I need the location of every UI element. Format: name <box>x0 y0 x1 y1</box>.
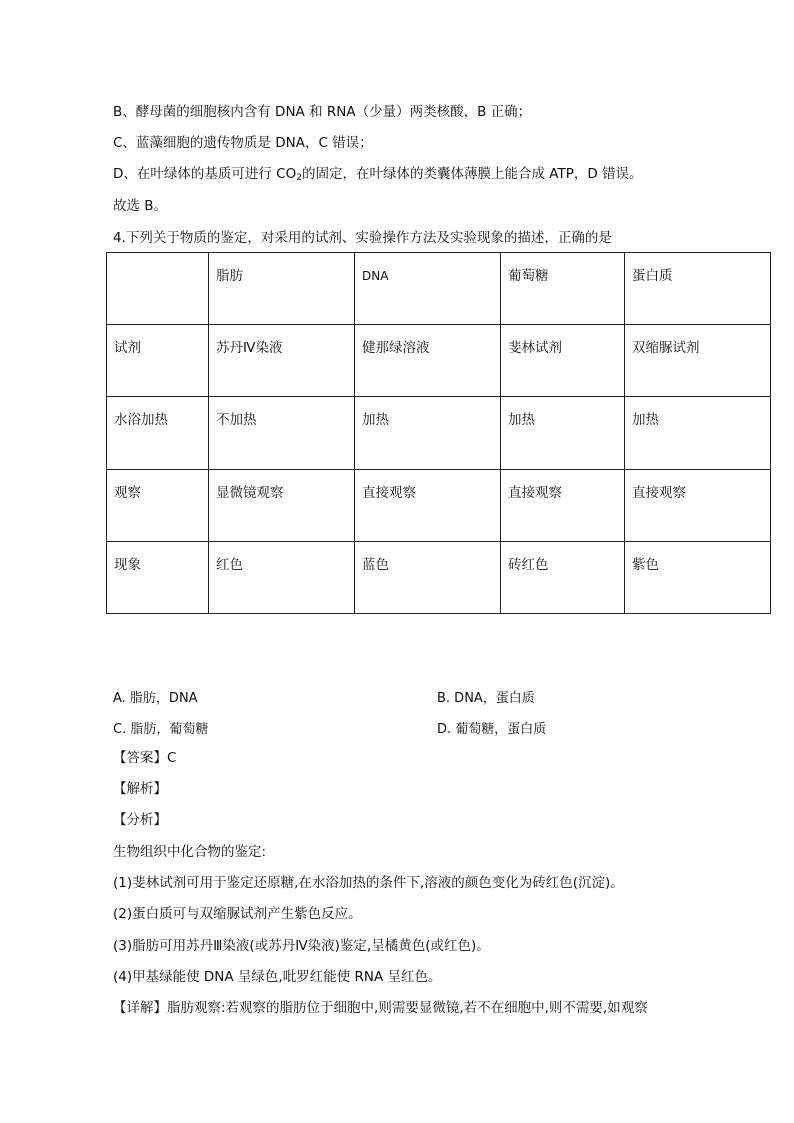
fenxi-heading: 【分析】 <box>113 812 167 828</box>
table-row <box>107 397 771 469</box>
answer-line-d <box>113 165 643 187</box>
answer-line-d-post: 的固定，在叶绿体的类囊体薄膜上能合成 ATP，D 错误。 <box>301 166 643 182</box>
detail-line: 【详解】脂肪观察:若观察的脂肪位于细胞中,则需要显微镜,若不在细胞中,则不需要,如观察 <box>113 1000 648 1016</box>
conclusion-line: 故选 B。 <box>113 198 168 214</box>
table-cell: 直接观察 <box>501 469 625 541</box>
identification-table <box>106 252 771 614</box>
table-cell <box>107 253 209 325</box>
question-stem: 4.下列关于物质的鉴定，对采用的试剂、实验操作方法及实验现象的描述，正确的是 <box>113 230 612 246</box>
table-row <box>107 469 771 541</box>
answer-line-d-pre: D、在叶绿体的基质可进行 CO <box>113 166 297 182</box>
table-cell: 直接观察 <box>625 469 771 541</box>
table-cell: 观察 <box>107 469 209 541</box>
table-cell: 蓝色 <box>355 541 501 613</box>
table-cell: 双缩脲试剂 <box>625 325 771 397</box>
table-cell: 蛋白质 <box>625 253 771 325</box>
table-cell: 不加热 <box>209 397 355 469</box>
table-cell: 显微镜观察 <box>209 469 355 541</box>
table-cell: 水浴加热 <box>107 397 209 469</box>
table-cell: 加热 <box>501 397 625 469</box>
table-cell: 砖红色 <box>501 541 625 613</box>
co2-subscript: 2 <box>296 173 302 183</box>
table-cell: 紫色 <box>625 541 771 613</box>
analysis-heading: 【解析】 <box>113 781 167 797</box>
table-cell: 苏丹Ⅳ染液 <box>209 325 355 397</box>
table-cell: 直接观察 <box>355 469 501 541</box>
table-header-row <box>107 253 771 325</box>
table-cell: 现象 <box>107 541 209 613</box>
option-b: B. DNA，蛋白质 <box>437 691 535 706</box>
analysis-point-3: (3)脂肪可用苏丹Ⅲ染液(或苏丹Ⅳ染液)鉴定,呈橘黄色(或红色)。 <box>113 938 490 954</box>
option-c: C. 脂肪，葡萄糖 <box>113 722 209 737</box>
analysis-intro: 生物组织中化合物的鉴定: <box>113 844 267 860</box>
table-cell: 红色 <box>209 541 355 613</box>
analysis-point-1: (1)斐林试剂可用于鉴定还原糖,在水浴加热的条件下,溶液的颜色变化为砖红色(沉淀)。 <box>113 875 624 891</box>
table-cell: 试剂 <box>107 325 209 397</box>
table-cell: DNA <box>355 253 501 325</box>
answer-label: 【答案】C <box>113 750 177 766</box>
answer-line-b: B、酵母菌的细胞核内含有 DNA 和 RNA（少量）两类核酸，B 正确； <box>113 104 532 120</box>
table-cell: 加热 <box>355 397 501 469</box>
table-cell: 葡萄糖 <box>501 253 625 325</box>
answer-line-c: C、蓝藻细胞的遗传物质是 DNA，C 错误； <box>113 135 373 151</box>
option-a: A. 脂肪，DNA <box>113 691 198 706</box>
analysis-point-2: (2)蛋白质可与双缩脲试剂产生紫色反应。 <box>113 906 362 922</box>
table-row <box>107 325 771 397</box>
analysis-point-4: (4)甲基绿能使 DNA 呈绿色,吡罗红能使 RNA 呈红色。 <box>113 969 442 985</box>
table-cell: 斐林试剂 <box>501 325 625 397</box>
option-d: D. 葡萄糖，蛋白质 <box>437 722 547 737</box>
table-cell: 脂肪 <box>209 253 355 325</box>
table-row <box>107 541 771 613</box>
table-cell: 健那绿溶液 <box>355 325 501 397</box>
table-cell: 加热 <box>625 397 771 469</box>
